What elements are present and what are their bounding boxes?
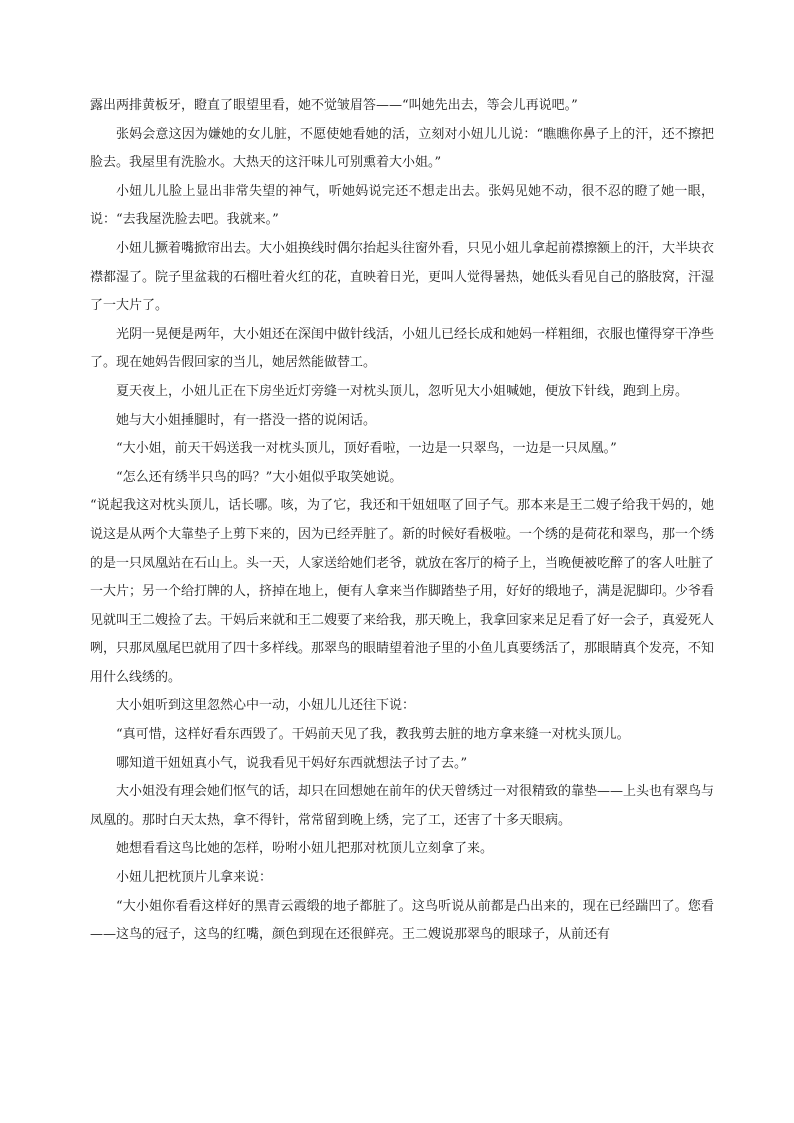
paragraph: “大小姐，前天干妈送我一对枕头顶儿，顶好看啦，一边是一只翠鸟，一边是一只凤凰。” [116, 441, 617, 457]
paragraph: 哪知道干妞妞真小气，说我看见干妈好东西就想法子讨了去。” [116, 755, 468, 771]
document-page [90, 92, 714, 950]
paragraph: 露出两排黄板牙，瞪直了眼望里看，她不觉皱眉答——“叫她先出去，等会儿再说吧。” [90, 98, 578, 113]
paragraph: 夏天夜上，小妞儿正在下房坐近灯旁缝一对枕头顶儿，忽听见大小姐喊她，便放下针线，跑到上房。 [116, 383, 689, 399]
paragraph: 小妞儿撅着嘴掀帘出去。大小姐换线时偶尔抬起头往窗外看，只见小妞儿拿起前襟擦额上的汗，大半块衣襟都湿了。院子里盆栽的石榴吐着火红的花，直映着日光，更叫人觉得暑热，她低头看见自己的胳肢窝，汗湿了一大片了。 [90, 240, 715, 314]
paragraph: 张妈会意这因为嫌她的女儿脏，不愿使她看她的活，立刻对小妞儿儿说：“瞧瞧你鼻子上的汗，还不擦把脸去。我屋里有洗脸水。大热天的这汗味儿可别熏着大小姐。” [90, 126, 714, 171]
paragraph: 小妞儿把枕顶片儿拿来说： [116, 870, 273, 886]
paragraph: “真可惜，这样好看东西毁了。干妈前天见了我，教我剪去脏的地方拿来缝一对枕头顶儿。 [116, 727, 630, 743]
paragraph: “说起我这对枕头顶儿，话长哪。咳，为了它，我还和干妞妞呕了回子气。那本来是王二嫂子给我干妈的，她说这是从两个大靠垫子上剪下来的，因为已经弄脏了。新的时候好看极啦。一个绣的是荷花和翠鸟，那一个绣的是一只凤凰站在石山上。头一天，人家送给她们老爷，就放在客厅的椅子上，当晚便被吃醉了的客人吐脏了一大片；另一个给打牌的人，挤掉在地上，便有人拿来当作脚踏垫子用，好好的缎地子，满是泥脚印。少爷看见就叫王二嫂捡了去。干妈后来就和王二嫂要了来给我，那天晚上，我拿回家来足足看了好一会子，真爱死人咧，只那凤凰尾巴就用了四十多样线。那翠鸟的眼睛望着池子里的小鱼儿真要绣活了，那眼睛真个发亮，不知用什么线绣的。 [90, 498, 715, 685]
paragraph: 小妞儿儿脸上显出非常失望的神气，听她妈说完还不想走出去。张妈见她不动，很不忍的瞪了她一眼，说：“去我屋洗脸去吧。我就来。” [90, 183, 714, 228]
paragraph: 她想看看这鸟比她的怎样，吩咐小妞儿把那对枕顶儿立刻拿了来。 [116, 841, 494, 857]
paragraph: 她与大小姐捶腿时，有一搭没一搭的说闲话。 [116, 412, 377, 428]
paragraph: “怎么还有绣半只鸟的吗？”大小姐似乎取笑她说。 [116, 469, 403, 485]
paragraph: “大小姐你看看这样好的黑青云霞缎的地子都脏了。这鸟听说从前都是凸出来的，现在已经踹凹了。您看——这鸟的冠子，这鸟的红嘴，颜色到现在还很鲜亮。王二嫂说那翠鸟的眼球子，从前还有 [90, 898, 714, 943]
paragraph: 光阴一晃便是两年，大小姐还在深闺中做针线活，小妞儿已经长成和她妈一样粗细，衣服也懂得穿干净些了。现在她妈告假回家的当儿，她居然能做替工。 [90, 326, 715, 371]
paragraph: 大小姐没有理会她们怄气的话，却只在回想她在前年的伏天曾绣过一对很精致的靠垫——上头也有翠鸟与凤凰的。那时白天太热，拿不得针，常常留到晚上绣，完了工，还害了十多天眼病。 [90, 784, 715, 828]
paragraph: 大小姐听到这里忽然心中一动，小妞儿儿还往下说： [116, 698, 416, 714]
